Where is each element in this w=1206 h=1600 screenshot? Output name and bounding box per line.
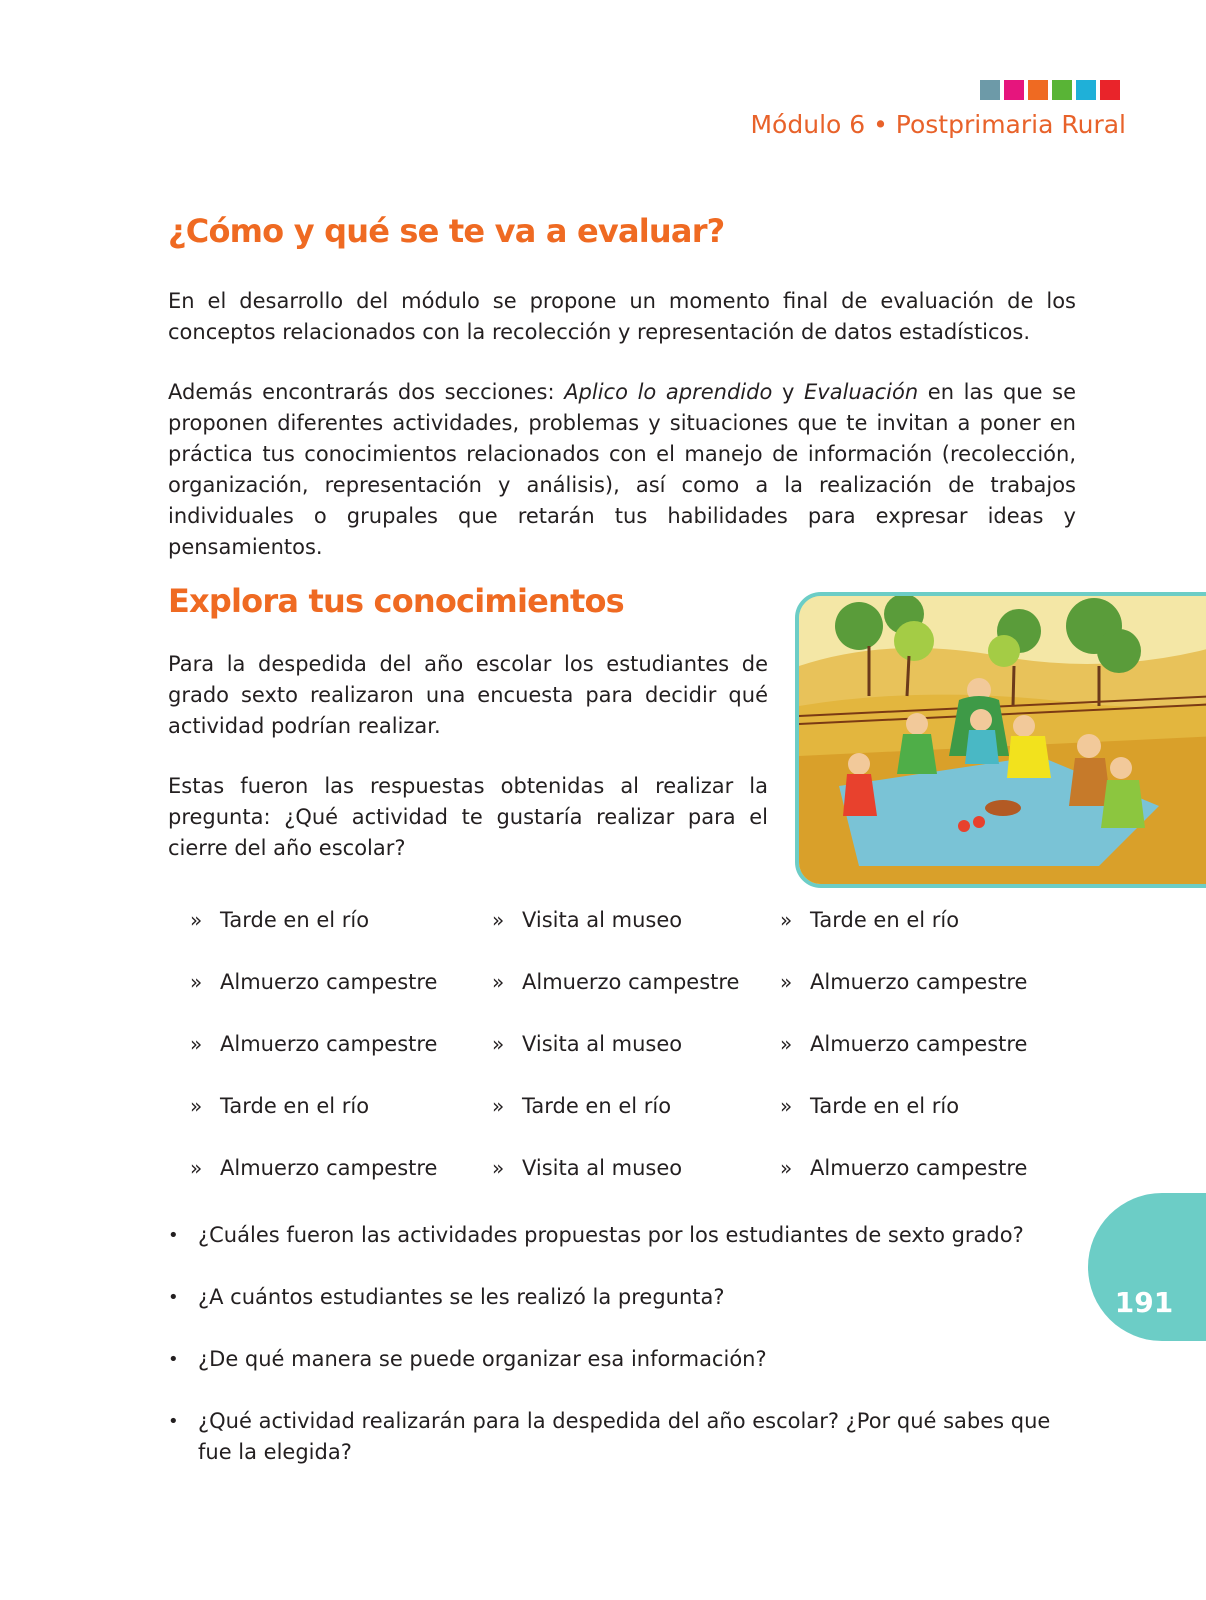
chevron-bullet-icon: » [492, 970, 505, 994]
section-title-evaluation: ¿Cómo y qué se te va a evaluar? [168, 212, 725, 250]
response-item [780, 970, 1070, 1032]
response-text: Almuerzo campestre [810, 970, 1028, 994]
chevron-bullet-icon: » [190, 1094, 203, 1118]
explora-paragraph-1: Para la despedida del año escolar los estudiantes de grado sexto realizaron una encuesta para decidir qué actividad podrían realizar. [168, 652, 768, 738]
response-item [780, 1156, 1070, 1218]
response-text: Tarde en el río [810, 1094, 960, 1118]
response-item [492, 1032, 780, 1094]
section-name-aplico: Aplico lo aprendido [564, 380, 773, 404]
chevron-bullet-icon: » [190, 1032, 203, 1056]
chevron-bullet-icon: » [492, 1094, 505, 1118]
chevron-bullet-icon: » [190, 908, 203, 932]
response-text: Tarde en el río [220, 1094, 370, 1118]
response-item [190, 1156, 492, 1218]
color-strip [980, 80, 1120, 100]
chevron-bullet-icon: » [492, 1156, 505, 1180]
section-name-evaluacion: Evaluación [804, 380, 919, 404]
response-text: Almuerzo campestre [220, 1032, 438, 1056]
response-item [492, 908, 780, 970]
chevron-bullet-icon: » [780, 1094, 793, 1118]
chevron-bullet-icon: » [190, 970, 203, 994]
survey-responses [190, 908, 1070, 1218]
picnic-scene [799, 596, 1206, 884]
color-square-1 [980, 80, 1000, 100]
response-text: Almuerzo campestre [810, 1156, 1028, 1180]
color-square-4 [1052, 80, 1072, 100]
chevron-bullet-icon: » [492, 908, 505, 932]
question-list [168, 1220, 1078, 1499]
question-item: • ¿Cuáles fueron las actividades propuestas por los estudiantes de sexto grado? [168, 1220, 1078, 1251]
response-item [190, 1094, 492, 1156]
response-text: Tarde en el río [810, 908, 960, 932]
response-item [190, 1032, 492, 1094]
color-square-6 [1100, 80, 1120, 100]
question-item: • ¿A cuántos estudiantes se les realizó la pregunta? [168, 1282, 1078, 1313]
page-number: 191 [1114, 1286, 1174, 1319]
question-item: • ¿Qué actividad realizarán para la despedida del año escolar? ¿Por qué sabes que fue la elegida? [168, 1406, 1078, 1468]
evaluation-paragraph-2 [168, 377, 1076, 563]
color-square-5 [1076, 80, 1096, 100]
chevron-bullet-icon: » [780, 1032, 793, 1056]
response-text: Tarde en el río [522, 1094, 672, 1118]
chevron-bullet-icon: » [780, 1156, 793, 1180]
response-text: Visita al museo [522, 1156, 683, 1180]
response-text: Almuerzo campestre [522, 970, 740, 994]
evaluation-paragraph-1: En el desarrollo del módulo se propone un momento final de evaluación de los conceptos relacionados con la recolección y representación de datos estadísticos. [168, 289, 1076, 344]
response-item [780, 1094, 1070, 1156]
color-square-3 [1028, 80, 1048, 100]
chevron-bullet-icon: » [492, 1032, 505, 1056]
response-item [492, 1156, 780, 1218]
response-item [492, 970, 780, 1032]
response-item [780, 1032, 1070, 1094]
question-item: • ¿De qué manera se puede organizar esa información? [168, 1344, 1078, 1375]
chevron-bullet-icon: » [780, 908, 793, 932]
text-span: y [772, 380, 805, 404]
response-text: Almuerzo campestre [810, 1032, 1028, 1056]
explora-paragraph-2: Estas fueron las respuestas obtenidas al realizar la pregunta: ¿Qué actividad te gustaría realizar para el cierre del año escolar? [168, 774, 768, 860]
response-text: Visita al museo [522, 908, 683, 932]
response-item [190, 908, 492, 970]
section-title-explora: Explora tus conocimientos [168, 582, 624, 620]
text-span: en las que se proponen diferentes actividades, problemas y situaciones que te invitan a poner en práctica tus conocimientos relacionados con el manejo de información (recolección, organización, representación y análisis), así como a la realización de trabajos individuales o grupales que retarán tus habilidades para expresar ideas y pensamientos. [168, 380, 1077, 559]
response-item [492, 1094, 780, 1156]
response-item [190, 970, 492, 1032]
response-item [780, 908, 1070, 970]
color-square-2 [1004, 80, 1024, 100]
response-text: Almuerzo campestre [220, 970, 438, 994]
picnic-illustration [795, 592, 1206, 888]
chevron-bullet-icon: » [190, 1156, 203, 1180]
text-span: Además encontrarás dos secciones: [168, 380, 565, 404]
response-text: Tarde en el río [220, 908, 370, 932]
module-title: Módulo 6 • Postprimaria Rural [750, 110, 1126, 139]
response-text: Almuerzo campestre [220, 1156, 438, 1180]
response-text: Visita al museo [522, 1032, 683, 1056]
chevron-bullet-icon: » [780, 970, 793, 994]
